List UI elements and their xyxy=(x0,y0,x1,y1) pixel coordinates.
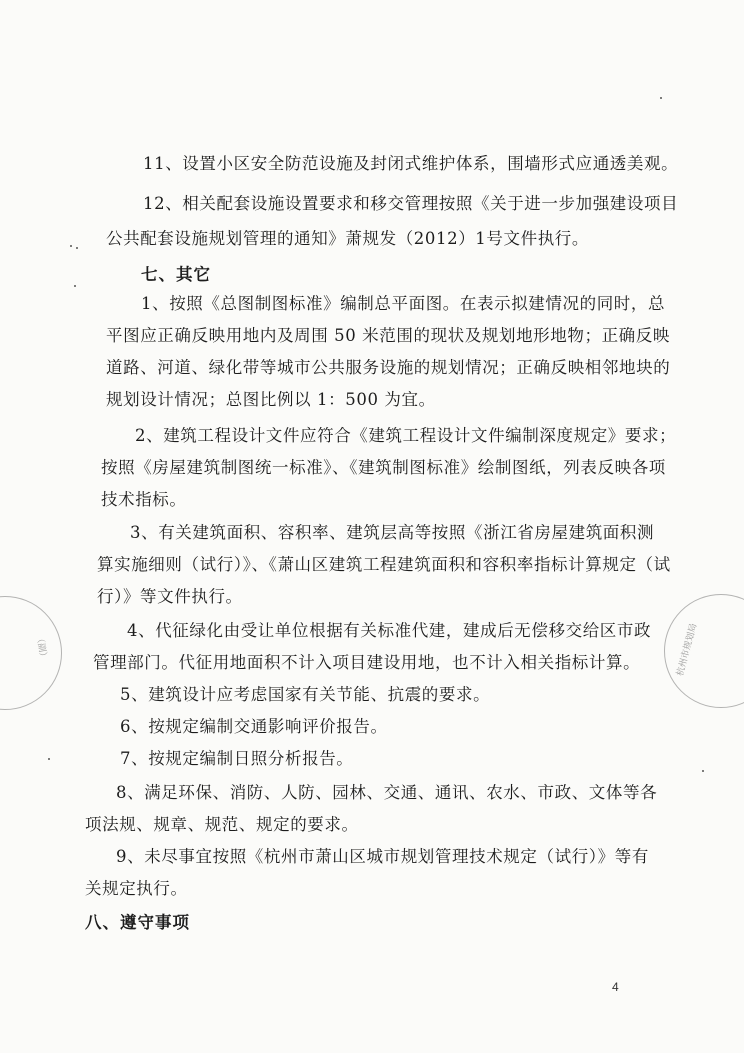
scan-speck xyxy=(48,758,50,760)
item-7-9-line-1: 9、未尽事宜按照《杭州市萧山区城市规划管理技术规定（试行）》等有 xyxy=(116,847,649,866)
scan-speck xyxy=(660,97,662,99)
item-12-line-2: 公共配套设施规划管理的通知》萧规发（2012）1号文件执行。 xyxy=(106,229,589,248)
scan-speck xyxy=(74,285,76,287)
item-7-6: 6、按规定编制交通影响评价报告。 xyxy=(120,717,388,736)
seal-stamp-left-text: （副） xyxy=(33,633,49,662)
item-7-2-line-2: 按照《房屋建筑制图统一标准》、《建筑制图标准》绘制图纸，列表反映各项 xyxy=(101,458,666,477)
scan-speck xyxy=(76,247,78,249)
seal-stamp-right-text: 杭州市规划局 xyxy=(675,622,700,678)
item-7-4-line-1: 4、代征绿化由受让单位根据有关标准代建，建成后无偿移交给区市政 xyxy=(127,621,652,640)
item-7-3-line-3: 行）》等文件执行。 xyxy=(97,587,243,606)
item-7-2-line-1: 2、建筑工程设计文件应符合《建筑工程设计文件编制深度规定》要求； xyxy=(135,426,677,445)
item-7-1-line-3: 道路、河道、绿化带等城市公共服务设施的规划情况；正确反映相邻地块的 xyxy=(106,358,671,377)
item-7-3-line-2: 算实施细则（试行）》、《萧山区建筑工程建筑面积和容积率指标计算规定（试 xyxy=(97,555,671,574)
item-7-9-line-2: 关规定执行。 xyxy=(85,879,188,898)
item-11-line-1: 11、设置小区安全防范设施及封闭式维护体系，围墙形式应通透美观。 xyxy=(143,154,679,173)
item-7-2-line-3: 技术指标。 xyxy=(101,490,187,509)
item-7-4-line-2: 管理部门。代征用地面积不计入项目建设用地，也不计入相关指标计算。 xyxy=(93,653,641,672)
item-7-1-line-1: 1、按照《总图制图标准》编制总平面图。在表示拟建情况的同时，总 xyxy=(141,294,666,313)
item-12-line-1: 12、相关配套设施设置要求和移交管理按照《关于进一步加强建设项目 xyxy=(143,194,679,213)
item-7-1-line-2: 平图应正确反映用地内及周围 50 米范围的现状及规划地形地物；正确反映 xyxy=(106,326,670,345)
item-7-3-line-1: 3、有关建筑面积、容积率、建筑层高等按照《浙江省房屋建筑面积测 xyxy=(130,523,655,542)
item-7-7: 7、按规定编制日照分析报告。 xyxy=(120,749,354,768)
item-7-8-line-2: 项法规、规章、规范、规定的要求。 xyxy=(85,815,359,834)
page-number: 4 xyxy=(612,980,619,994)
seal-stamp-left xyxy=(0,596,62,710)
section-7-heading: 七、其它 xyxy=(141,265,211,284)
scan-speck xyxy=(70,245,72,247)
section-8-heading: 八、遵守事项 xyxy=(85,913,190,932)
scan-speck xyxy=(702,770,704,772)
item-7-8-line-1: 8、满足环保、消防、人防、园林、交通、通讯、农水、市政、文体等各 xyxy=(116,783,658,802)
item-7-1-line-4: 规划设计情况；总图比例以 1：500 为宜。 xyxy=(106,390,436,409)
seal-stamp-right xyxy=(664,594,744,708)
item-7-5: 5、建筑设计应考虑国家有关节能、抗震的要求。 xyxy=(120,685,491,704)
